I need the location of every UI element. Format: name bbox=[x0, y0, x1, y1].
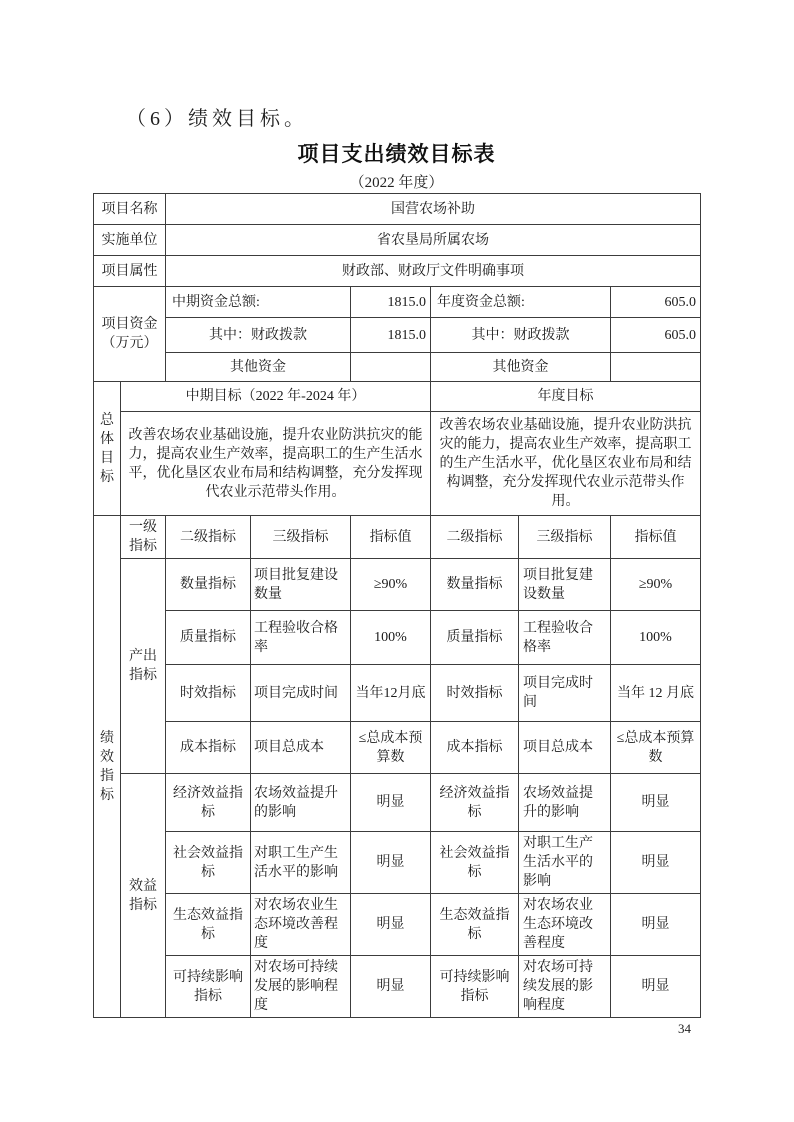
indicator-value: 明显 bbox=[351, 956, 431, 1018]
info-row bbox=[94, 225, 701, 256]
level3-indicator: 项目总成本 bbox=[251, 722, 351, 774]
annual-other-funds-label: 其他资金 bbox=[431, 353, 611, 382]
level2-indicator: 时效指标 bbox=[166, 665, 251, 722]
mid-term-total-label: 中期资金总额: bbox=[166, 287, 351, 318]
indicator-row bbox=[94, 665, 701, 722]
section-heading: （6）绩效目标。 bbox=[126, 108, 308, 130]
indicator-header-row bbox=[94, 516, 701, 559]
indicator-row bbox=[94, 832, 701, 894]
indicator-value: 明显 bbox=[611, 894, 701, 956]
level2-indicator-header: 二级指标 bbox=[166, 516, 251, 559]
annual-total-value: 605.0 bbox=[611, 287, 701, 318]
level3-indicator: 对农场农业生态环境改善程度 bbox=[519, 894, 611, 956]
indicator-value: ≤总成本预算数 bbox=[351, 722, 431, 774]
mid-term-goal-header: 中期目标（2022 年-2024 年） bbox=[121, 382, 431, 412]
indicator-value: 明显 bbox=[611, 832, 701, 894]
indicator-value: ≥90% bbox=[611, 559, 701, 611]
level2-indicator: 数量指标 bbox=[431, 559, 519, 611]
mid-other-funds-value bbox=[351, 353, 431, 382]
level2-indicator: 数量指标 bbox=[166, 559, 251, 611]
indicator-value-header: 指标值 bbox=[611, 516, 701, 559]
mid-other-funds-label: 其他资金 bbox=[166, 353, 351, 382]
project-name-value: 国营农场补助 bbox=[166, 194, 701, 225]
indicator-row bbox=[94, 611, 701, 665]
project-name-label: 项目名称 bbox=[94, 194, 166, 225]
level2-indicator: 成本指标 bbox=[431, 722, 519, 774]
page-number: 34 bbox=[678, 1021, 691, 1036]
output-indicator-group: 产出指标 bbox=[121, 559, 166, 774]
level3-indicator-header: 三级指标 bbox=[519, 516, 611, 559]
performance-target-table bbox=[93, 193, 701, 1018]
level3-indicator: 项目完成时间 bbox=[519, 665, 611, 722]
mid-term-total-value: 1815.0 bbox=[351, 287, 431, 318]
benefit-indicator-group: 效益指标 bbox=[121, 774, 166, 1018]
goal-header-row bbox=[94, 382, 701, 412]
mid-fiscal-allocation-value: 1815.0 bbox=[351, 318, 431, 353]
level2-indicator: 时效指标 bbox=[431, 665, 519, 722]
indicator-row bbox=[94, 722, 701, 774]
indicator-value: 100% bbox=[611, 611, 701, 665]
level3-indicator: 项目批复建设数量 bbox=[519, 559, 611, 611]
annual-total-label: 年度资金总额: bbox=[431, 287, 611, 318]
annual-goal-text: 改善农场农业基础设施，提升农业防洪抗灾的能力，提高农业生产效率，提高职工的生产生活水平，优化垦区农业布局和结构调整，充分发挥现代农业示范带头作用。 bbox=[431, 412, 701, 516]
level2-indicator: 经济效益指标 bbox=[166, 774, 251, 832]
project-attribute-label: 项目属性 bbox=[94, 256, 166, 287]
annual-fiscal-allocation-value: 605.0 bbox=[611, 318, 701, 353]
overall-goal-label: 总体目标 bbox=[94, 382, 121, 516]
indicator-value: 明显 bbox=[611, 956, 701, 1018]
level3-indicator: 对农场农业生态环境改善程度 bbox=[251, 894, 351, 956]
level2-indicator: 社会效益指标 bbox=[166, 832, 251, 894]
level2-indicator: 质量指标 bbox=[431, 611, 519, 665]
mid-term-goal-text: 改善农场农业基础设施，提升农业防洪抗灾的能力，提高农业生产效率，提高职工的生产生活水平，优化垦区农业布局和结构调整，充分发挥现代农业示范带头作用。 bbox=[121, 412, 431, 516]
info-row bbox=[94, 194, 701, 225]
info-row bbox=[94, 256, 701, 287]
level2-indicator: 经济效益指标 bbox=[431, 774, 519, 832]
indicator-value: 当年12月底 bbox=[351, 665, 431, 722]
indicator-value: ≤总成本预算数 bbox=[611, 722, 701, 774]
annual-fiscal-allocation-label: 其中：财政拨款 bbox=[431, 318, 611, 353]
goal-text-row bbox=[94, 412, 701, 516]
level3-indicator: 对农场可持续发展的影响程度 bbox=[251, 956, 351, 1018]
indicator-value: 明显 bbox=[351, 774, 431, 832]
level3-indicator: 项目批复建设数量 bbox=[251, 559, 351, 611]
level2-indicator: 质量指标 bbox=[166, 611, 251, 665]
indicator-row bbox=[94, 894, 701, 956]
level3-indicator: 对职工生产生活水平的影响 bbox=[251, 832, 351, 894]
level2-indicator: 生态效益指标 bbox=[166, 894, 251, 956]
indicator-row bbox=[94, 559, 701, 611]
level3-indicator: 对农场可持续发展的影响程度 bbox=[519, 956, 611, 1018]
level2-indicator: 生态效益指标 bbox=[431, 894, 519, 956]
level3-indicator: 农场效益提升的影响 bbox=[251, 774, 351, 832]
level2-indicator-header: 二级指标 bbox=[431, 516, 519, 559]
level3-indicator: 农场效益提升的影响 bbox=[519, 774, 611, 832]
funding-row bbox=[94, 287, 701, 318]
implementing-unit-label: 实施单位 bbox=[94, 225, 166, 256]
level3-indicator: 项目总成本 bbox=[519, 722, 611, 774]
implementing-unit-value: 省农垦局所属农场 bbox=[166, 225, 701, 256]
level2-indicator: 社会效益指标 bbox=[431, 832, 519, 894]
indicator-value: 明显 bbox=[611, 774, 701, 832]
performance-indicator-label: 绩效指标 bbox=[94, 516, 121, 1018]
table-title: 项目支出绩效目标表 bbox=[297, 142, 496, 166]
level3-indicator-header: 三级指标 bbox=[251, 516, 351, 559]
mid-fiscal-allocation-label: 其中：财政拨款 bbox=[166, 318, 351, 353]
level2-indicator: 成本指标 bbox=[166, 722, 251, 774]
level3-indicator: 对职工生产生活水平的影响 bbox=[519, 832, 611, 894]
annual-goal-header: 年度目标 bbox=[431, 382, 701, 412]
indicator-value: ≥90% bbox=[351, 559, 431, 611]
indicator-row bbox=[94, 956, 701, 1018]
level3-indicator: 工程验收合格率 bbox=[251, 611, 351, 665]
indicator-value: 当年 12 月底 bbox=[611, 665, 701, 722]
project-funds-label: 项目资金（万元） bbox=[94, 287, 166, 382]
level2-indicator: 可持续影响指标 bbox=[166, 956, 251, 1018]
level3-indicator: 项目完成时间 bbox=[251, 665, 351, 722]
annual-other-funds-value bbox=[611, 353, 701, 382]
level2-indicator: 可持续影响指标 bbox=[431, 956, 519, 1018]
funding-row bbox=[94, 318, 701, 353]
indicator-value: 100% bbox=[351, 611, 431, 665]
project-attribute-value: 财政部、财政厅文件明确事项 bbox=[166, 256, 701, 287]
table-subtitle: （2022 年度） bbox=[349, 175, 444, 191]
indicator-row bbox=[94, 774, 701, 832]
indicator-value: 明显 bbox=[351, 832, 431, 894]
level1-indicator-header: 一级指标 bbox=[121, 516, 166, 559]
funding-row bbox=[94, 353, 701, 382]
indicator-value-header: 指标值 bbox=[351, 516, 431, 559]
level3-indicator: 工程验收合格率 bbox=[519, 611, 611, 665]
indicator-value: 明显 bbox=[351, 894, 431, 956]
